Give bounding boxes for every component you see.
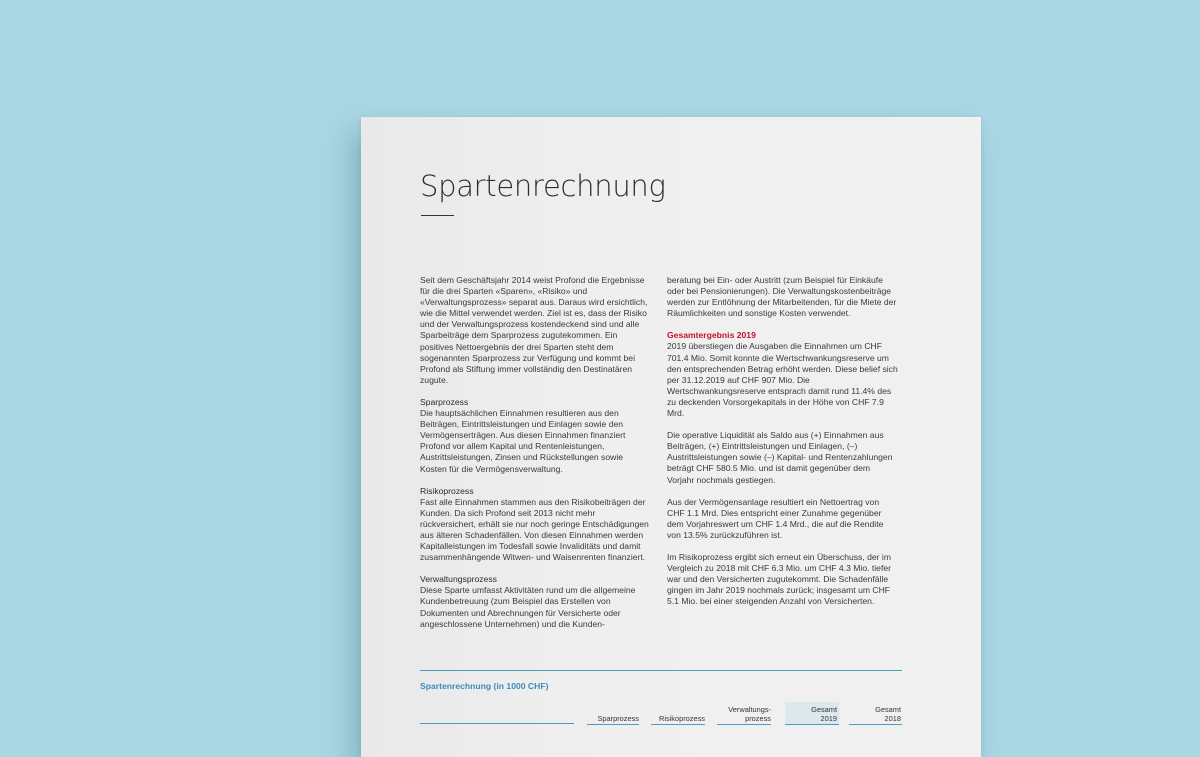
- table-header-rule: [651, 724, 705, 725]
- title-underline: [421, 215, 454, 216]
- table-header-verwaltungsprozess: Verwaltungs- prozess: [728, 705, 771, 723]
- sparprozess-heading: Sparprozess: [420, 396, 469, 407]
- table-header-rule: [587, 724, 639, 725]
- table-top-rule: [420, 670, 902, 671]
- continuation-paragraph: beratung bei Ein- oder Austritt (zum Beispiel für Einkäufe oder bei Pensionierungen). Die Verwaltungskostenbeiträge werden zur Entlöhnung der Mitarbeitenden, für die Miete der Räumlichkeiten und sonstige Kosten verwendet.: [667, 275, 897, 319]
- left-column: [420, 275, 652, 630]
- risikoprozess-paragraph: Fast alle Einnahmen stammen aus den Risikobeiträgen der Kunden. Da sich Profond seit 2013 nicht mehr rückversichert, erhält sie nur noch geringe Entschädigungen aus älteren Schadenfällen. Von diesen Einnahmen werden Kapitalleistungen im Todesfall sowie Invaliditäts und damit zusammenhängende Witwen- und Waisenrenten finanziert.: [420, 496, 649, 563]
- table-header-gesamt-2019: Gesamt 2019: [811, 705, 837, 723]
- table-header-rule: [717, 724, 771, 725]
- verwaltungsprozess-paragraph: Diese Sparte umfasst Aktivitäten rund um die allgemeine Kundenbetreuung (zum Beispiel das Erstellen von Dokumenten und Abrechnungen für Versicherte oder angeschlossene Unternehmen) und die Kunden-: [420, 585, 636, 629]
- table-title: Spartenrechnung (in 1000 CHF): [420, 681, 549, 691]
- sparprozess-paragraph: Die hauptsächlichen Einnahmen resultieren aus den Beiträgen, Eintrittsleistungen und Einlagen sowie den Vermögenserträgen. Aus diesen Einnahmen finanziert Profond vor allem Kapital und Rentenleistungen, Austrittsleistungen, Zinsen und Rückstellungen sowie Kosten für die Vermögensverwaltung.: [420, 408, 626, 474]
- intro-paragraph: Seit dem Geschäftsjahr 2014 weist Profond die Ergebnisse für die drei Sparten «Sparen», «Risiko» und «Verwaltungsprozess» separat aus. Daraus wird ersichtlich, wie die Mittel verwendet werden. Ziel ist es, dass der Risiko und der Verwaltungsprozess kostendeckend sind und alle Sparbeiträge dem Sparprozess zugutekommen. Ein positives Nettoergebnis der drei Sparten steht dem sogenannten Sparprozess zur Verfügung und kommt bei Profond als Stiftung immer vollständig den Destinatären zugute.: [420, 275, 648, 385]
- document-page: [361, 117, 981, 757]
- page-title: Spartenrechnung: [420, 169, 666, 203]
- gesamtergebnis-paragraph-3: Aus der Vermögensanlage resultiert ein Nettoertrag von CHF 1.1 Mrd. Dies entspricht einer Zunahme gegenüber dem Vorjahreswert um CHF 1.4 Mrd., die auf die Rendite von 13.5% zurückzuführen ist.: [667, 496, 884, 540]
- gesamtergebnis-paragraph-4: Im Risikoprozess ergibt sich erneut ein Überschuss, der im Vergleich zu 2018 mit CHF 6.3 Mio. um CHF 4.3 Mio. tiefer war und den Versicherten zugutekommt. Die Schadenfälle gingen im Jahr 2019 nochmals zurück; insgesamt um CHF 5.1 Mio. bei einer steigenden Anzahl von Versicherten.: [667, 551, 891, 607]
- right-column: [667, 275, 899, 607]
- table-label-column-rule: [420, 723, 574, 724]
- table-header-sparprozess: Sparprozess: [597, 714, 639, 723]
- risikoprozess-heading: Risikoprozess: [420, 485, 474, 496]
- table-header-gesamt-2018: Gesamt 2018: [875, 705, 901, 723]
- gesamtergebnis-heading: Gesamtergebnis 2019: [667, 330, 756, 341]
- table-header-rule: [785, 724, 839, 725]
- verwaltungsprozess-heading: Verwaltungsprozess: [420, 574, 497, 585]
- gesamtergebnis-paragraph-1: 2019 überstiegen die Ausgaben die Einnahmen um CHF 701.4 Mio. Somit konnte die Wertschwankungsreserve um den entsprechenden Betrag erhöht werden. Diese belief sich per 31.12.2019 auf CHF 907 Mio. Die Wertschwankungsreserve entsprach damit rund 11.4% des zu deckenden Vorsorgekapitals in der Höhe von CHF 7.9 Mrd.: [667, 341, 898, 419]
- table-header-rule: [849, 724, 902, 725]
- gesamtergebnis-paragraph-2: Die operative Liquidität als Saldo aus (+) Einnahmen aus Beiträgen, (+) Eintrittsleistungen und Einlagen, (–) Austrittsleistungen sowie (–) Kapital- und Rentenzahlungen beträgt CHF 580.5 Mio. und ist damit gegenüber dem Vorjahr nochmals gestiegen.: [667, 430, 893, 485]
- table-header-risikoprozess: Risikoprozess: [658, 714, 705, 723]
